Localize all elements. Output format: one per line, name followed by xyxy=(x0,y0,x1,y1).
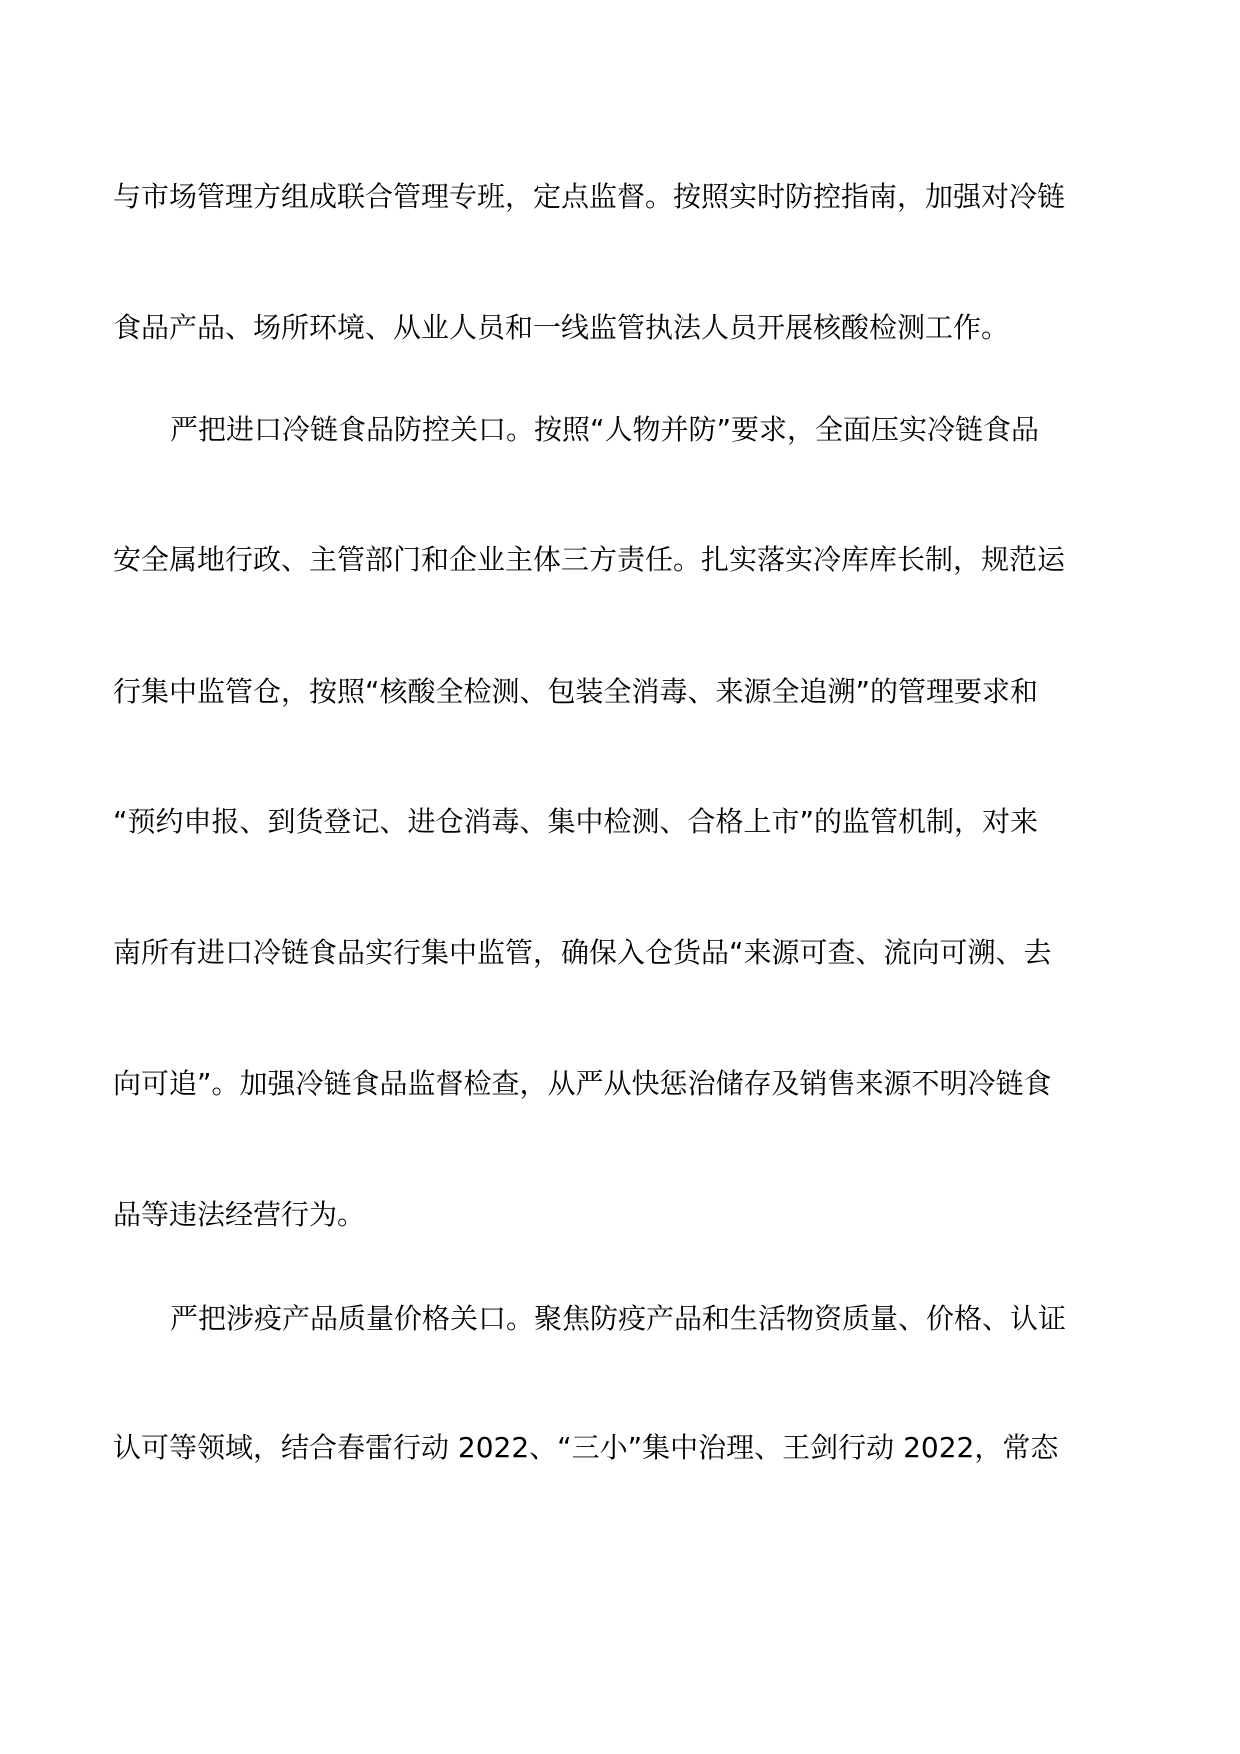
paragraph-line: 食品产品、场所环境、从业人员和一线监管执法人员开展核酸检测工作。 xyxy=(113,311,1010,344)
paragraph-line: “预约申报、到货登记、进仓消毒、集中检测、合格上市”的监管机制，对来 xyxy=(113,805,1039,838)
paragraph-heading-line: 严把进口冷链食品防控关口。按照“人物并防”要求，全面压实冷链食品 xyxy=(170,413,1040,446)
paragraph-heading-line: 严把涉疫产品质量价格关口。聚焦防疫产品和生活物资质量、价格、认证 xyxy=(170,1302,1067,1335)
paragraph-line: 向可追”。加强冷链食品监督检查，从严从快惩治储存及销售来源不明冷链食 xyxy=(113,1067,1052,1100)
paragraph-line: 行集中监管仓，按照“核酸全检测、包装全消毒、来源全追溯”的管理要求和 xyxy=(113,675,1039,708)
paragraph-line: 与市场管理方组成联合管理专班，定点监督。按照实时防控指南，加强对冷链 xyxy=(113,180,1066,213)
paragraph-line: 认可等领域，结合春雷行动 2022、“三小”集中治理、王剑行动 2022，常态 xyxy=(113,1431,1059,1464)
paragraph-line: 品等违法经营行为。 xyxy=(113,1198,366,1231)
paragraph-line: 安全属地行政、主管部门和企业主体三方责任。扎实落实冷库库长制，规范运 xyxy=(113,543,1066,576)
paragraph-line: 南所有进口冷链食品实行集中监管，确保入仓货品“来源可查、流向可溯、去 xyxy=(113,936,1052,969)
